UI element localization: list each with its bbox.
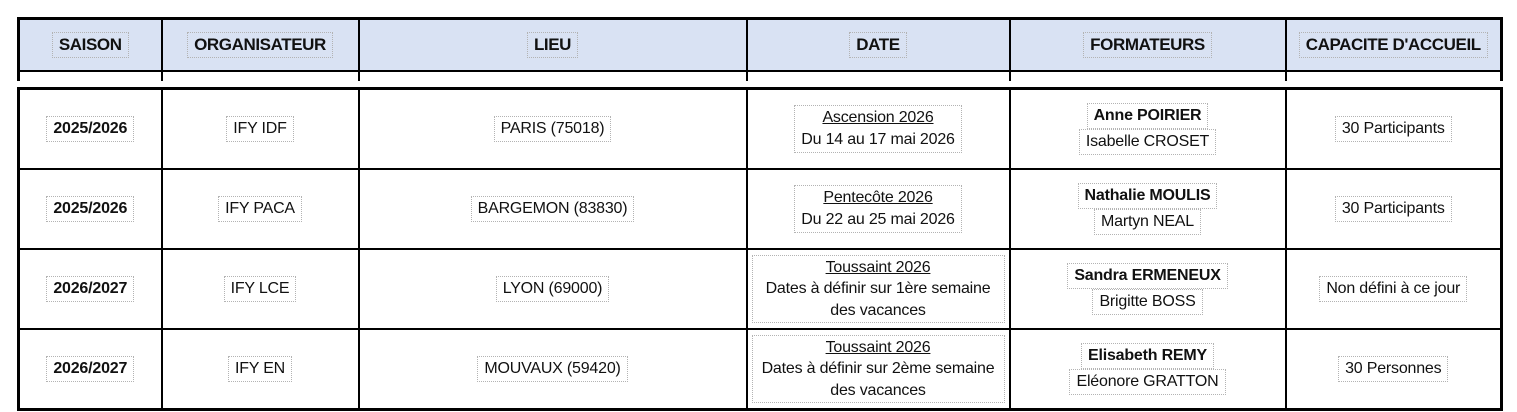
table-row	[19, 89, 1502, 170]
body-table	[17, 87, 1503, 411]
header-row	[19, 19, 1502, 72]
organisateur-field[interactable]: IFY PACA	[218, 196, 302, 222]
table-row	[19, 329, 1502, 410]
header-stub-row	[19, 71, 1502, 81]
cell-saison	[19, 89, 162, 170]
lieu-header-field[interactable]: LIEU	[527, 32, 578, 59]
lieu-field[interactable]: BARGEMON (83830)	[471, 196, 635, 222]
formateur-second-field[interactable]: Eléonore GRATTON	[1069, 369, 1225, 395]
header-cell-organisateur	[162, 19, 359, 72]
date-detail: Du 22 au 25 mai 2026	[801, 211, 955, 228]
cell-date	[747, 169, 1010, 249]
cell-lieu	[359, 169, 747, 249]
cell-organisateur	[162, 169, 359, 249]
header-cell-date	[747, 19, 1010, 72]
cell-organisateur	[162, 249, 359, 329]
capacite-field[interactable]: 30 Participants	[1335, 196, 1452, 222]
date-detail: Dates à définir sur 2ème semaine des vacances	[761, 360, 995, 399]
cell-saison	[19, 169, 162, 249]
capacite-field[interactable]: 30 Personnes	[1338, 356, 1448, 382]
cell-date	[747, 89, 1010, 170]
capacite-field[interactable]: Non défini à ce jour	[1319, 276, 1467, 302]
header-cell-formateurs	[1010, 19, 1286, 72]
training-schedule-table	[17, 17, 1500, 411]
date-field[interactable]	[794, 105, 961, 152]
header-cell-saison	[19, 19, 162, 72]
cell-capacite	[1286, 249, 1502, 329]
cell-lieu	[359, 89, 747, 170]
cell-date	[747, 249, 1010, 329]
table-row	[19, 169, 1502, 249]
date-detail: Du 14 au 17 mai 2026	[801, 131, 955, 148]
stub-cell	[19, 71, 162, 81]
cell-lieu	[359, 249, 747, 329]
formateur-second-field[interactable]: Isabelle CROSET	[1079, 129, 1216, 155]
stub-cell	[747, 71, 1010, 81]
cell-capacite	[1286, 169, 1502, 249]
saison-header-field[interactable]: SAISON	[52, 32, 129, 59]
formateur-principal-field[interactable]: Nathalie MOULIS	[1078, 183, 1218, 209]
organisateur-field[interactable]: IFY EN	[228, 356, 292, 382]
cell-saison	[19, 249, 162, 329]
organisateur-header-field[interactable]: ORGANISATEUR	[187, 32, 333, 59]
cell-formateurs	[1010, 169, 1286, 249]
date-title: Toussaint 2026	[825, 258, 931, 276]
capacite-field[interactable]: 30 Participants	[1335, 116, 1452, 142]
capacite-header-field[interactable]: CAPACITE D'ACCUEIL	[1299, 32, 1488, 59]
header-cell-capacite	[1286, 19, 1502, 72]
cell-organisateur	[162, 329, 359, 410]
lieu-field[interactable]: PARIS (75018)	[494, 116, 612, 142]
cell-saison	[19, 329, 162, 410]
formateur-second-field[interactable]: Martyn NEAL	[1094, 209, 1201, 235]
cell-formateurs	[1010, 89, 1286, 170]
date-detail: Dates à définir sur 1ère semaine des vacances	[765, 280, 991, 319]
saison-field[interactable]: 2025/2026	[46, 116, 134, 142]
cell-formateurs	[1010, 249, 1286, 329]
date-field[interactable]	[794, 185, 961, 232]
saison-field[interactable]: 2025/2026	[46, 196, 134, 222]
saison-field[interactable]: 2026/2027	[46, 276, 134, 302]
cell-capacite	[1286, 329, 1502, 410]
cell-date	[747, 329, 1010, 410]
date-field[interactable]	[752, 255, 1005, 324]
cell-formateurs	[1010, 329, 1286, 410]
stub-cell	[162, 71, 359, 81]
table-row	[19, 249, 1502, 329]
formateurs-header-field[interactable]: FORMATEURS	[1083, 32, 1212, 59]
stub-cell	[1286, 71, 1502, 81]
organisateur-field[interactable]: IFY LCE	[224, 276, 297, 302]
formateur-principal-field[interactable]: Elisabeth REMY	[1081, 343, 1214, 369]
formateur-principal-field[interactable]: Anne POIRIER	[1087, 103, 1209, 129]
header-cell-lieu	[359, 19, 747, 72]
cell-organisateur	[162, 89, 359, 170]
lieu-field[interactable]: MOUVAUX (59420)	[477, 356, 627, 382]
date-field[interactable]	[752, 335, 1005, 404]
header-table	[17, 17, 1503, 81]
organisateur-field[interactable]: IFY IDF	[226, 116, 293, 142]
saison-field[interactable]: 2026/2027	[46, 356, 134, 382]
date-title: Toussaint 2026	[825, 338, 931, 356]
cell-lieu	[359, 329, 747, 410]
stub-cell	[359, 71, 747, 81]
lieu-field[interactable]: LYON (69000)	[496, 276, 610, 302]
formateur-principal-field[interactable]: Sandra ERMENEUX	[1067, 263, 1227, 289]
date-title: Ascension 2026	[822, 109, 934, 127]
stub-cell	[1010, 71, 1286, 81]
cell-capacite	[1286, 89, 1502, 170]
date-title: Pentecôte 2026	[823, 189, 933, 207]
formateur-second-field[interactable]: Brigitte BOSS	[1092, 289, 1202, 315]
date-header-field[interactable]: DATE	[849, 32, 906, 59]
